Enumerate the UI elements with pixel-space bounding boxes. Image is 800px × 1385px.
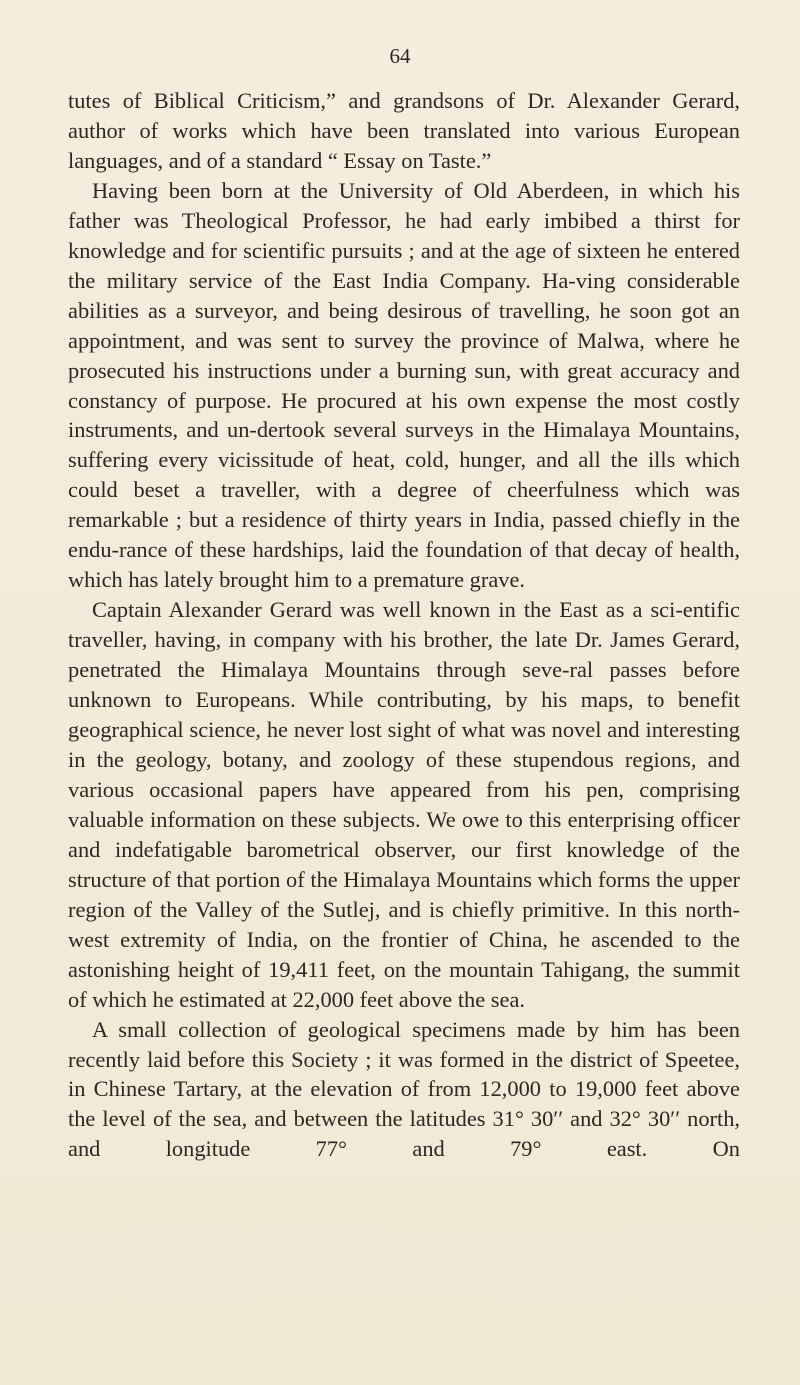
text-body — [68, 86, 740, 1164]
paragraph-geological-specimens: A small collection of geological specimens made by him has been recently laid before this Society ; it was formed in the district of Speetee, in Chinese Tartary, at the elevation of from 12,000 to 19,000 feet above the level of the sea, and between the latitudes 31° 30′′ and 32° 30′′ north, and longitude 77° and 79° east. On — [68, 1016, 740, 1162]
paragraph-continuation: tutes of Biblical Criticism,” and grandsons of Dr. Alexander Gerard, author of works which have been translated into various European languages, and of a standard “ Essay on Taste.” — [68, 88, 740, 173]
page-number: 64 — [389, 44, 411, 68]
paragraph-scientific-traveller: Captain Alexander Gerard was well known in the East as a sci-entific traveller, having, in company with his brother, the late Dr. James Gerard, penetrated the Himalaya Mountains through seve-ral passes before unknown to Europeans. While contributing, by his maps, to benefit geographical science, he never lost sight of what was novel and interesting in the geology, botany, and zoology of these stupendous regions, and various occasional papers have appeared from his pen, comprising valuable information on these subjects. We owe to this enterprising officer and indefatigable barometrical observer, our first knowledge of the structure of that portion of the Himalaya Mountains which forms the upper region of the Valley of the Sutlej, and is chiefly primitive. In this north-west extremity of India, on the frontier of China, he ascended to the astonishing height of 19,411 feet, on the mountain Tahigang, the summit of which he estimated at 22,000 feet above the sea. — [68, 597, 740, 1012]
paragraph-early-career: Having been born at the University of Old Aberdeen, in which his father was Theological Professor, he had early imbibed a thirst for knowledge and for scientific pursuits ; and at the age of sixteen he entered the military service of the East India Company. Ha-ving considerable abilities as a surveyor, and being desirous of travelling, he soon got an appointment, and was sent to survey the province of Malwa, where he prosecuted his instructions under a burning sun, with great accuracy and constancy of purpose. He procured at his own expense the most costly instruments, and un-dertook several surveys in the Himalaya Mountains, suffering every vicissitude of heat, cold, hunger, and all the ills which could beset a traveller, with a degree of cheerfulness which was remarkable ; but a residence of thirty years in India, passed chiefly in the endu-rance of these hardships, laid the foundation of that decay of health, which has lately brought him to a premature grave. — [68, 177, 740, 593]
